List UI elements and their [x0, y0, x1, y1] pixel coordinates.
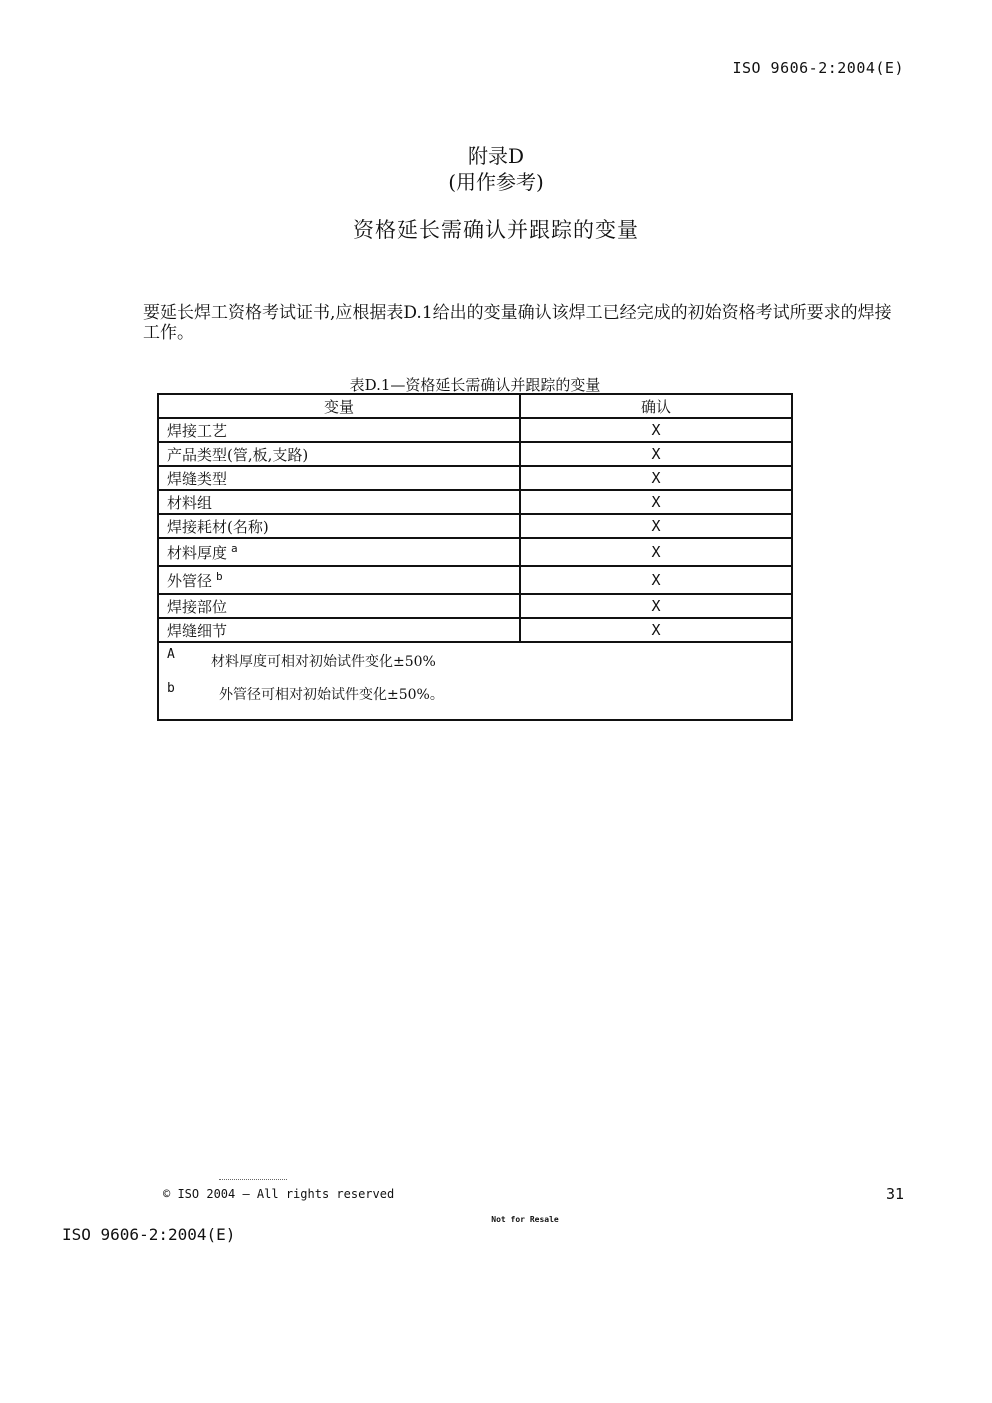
variable-label: 外管径 — [167, 571, 213, 590]
table-row — [158, 618, 792, 642]
annex-label: 附录D — [467, 144, 525, 168]
confirm-cell: X — [520, 594, 792, 618]
confirm-cell: X — [520, 538, 792, 566]
resale-notice: Not for Resale — [491, 1215, 559, 1224]
table-row — [158, 538, 792, 566]
confirm-cell: X — [520, 466, 792, 490]
variable-cell: 焊接部位 — [158, 594, 520, 618]
header-doc-reference: ISO 9606-2:2004(E) — [732, 59, 904, 77]
intro-paragraph: 要延长焊工资格考试证书,应根据表D.1给出的变量确认该焊工已经完成的初始资格考试所要求的焊接工作。 — [143, 303, 892, 343]
note-key: A — [167, 647, 175, 662]
footnote-marker: a — [231, 541, 238, 555]
table-row — [158, 466, 792, 490]
variable-cell: 焊接工艺 — [158, 418, 520, 442]
variable-label: 材料厚度 — [167, 543, 228, 562]
variable-cell: 焊缝类型 — [158, 466, 520, 490]
variables-table — [157, 393, 793, 721]
page-number: 31 — [885, 1185, 904, 1203]
variable-cell: 焊接耗材(名称) — [158, 514, 520, 538]
table-caption: 表D.1—资格延长需确认并跟踪的变量 — [349, 376, 601, 394]
table-row — [158, 418, 792, 442]
variable-cell: 焊缝细节 — [158, 618, 520, 642]
table-row — [158, 514, 792, 538]
annex-type: (用作参考) — [448, 170, 544, 194]
variable-cell — [158, 538, 520, 566]
confirm-cell: X — [520, 618, 792, 642]
scan-artifact — [219, 1179, 287, 1182]
variable-cell — [158, 566, 520, 594]
table-row — [158, 490, 792, 514]
table-notes-row — [158, 642, 792, 720]
confirm-cell: X — [520, 442, 792, 466]
confirm-cell: X — [520, 418, 792, 442]
table-row — [158, 566, 792, 594]
copyright-notice: © ISO 2004 – All rights reserved — [163, 1187, 395, 1201]
confirm-cell: X — [520, 490, 792, 514]
note-text: 材料厚度可相对初始试件变化±50% — [211, 654, 436, 670]
header-variable: 变量 — [158, 394, 520, 418]
note-text: 外管径可相对初始试件变化±50%。 — [219, 687, 444, 703]
header-confirm: 确认 — [520, 394, 792, 418]
table-row — [158, 594, 792, 618]
footer-doc-reference: ISO 9606-2:2004(E) — [62, 1225, 236, 1244]
variable-cell: 材料组 — [158, 490, 520, 514]
table-notes — [158, 642, 792, 720]
variable-cell: 产品类型(管,板,支路) — [158, 442, 520, 466]
table-header-row — [158, 394, 792, 418]
note-key: b — [167, 681, 175, 696]
confirm-cell: X — [520, 566, 792, 594]
footnote-marker: b — [216, 569, 223, 583]
table-row — [158, 442, 792, 466]
confirm-cell: X — [520, 514, 792, 538]
annex-title: 资格延长需确认并跟踪的变量 — [353, 218, 639, 242]
